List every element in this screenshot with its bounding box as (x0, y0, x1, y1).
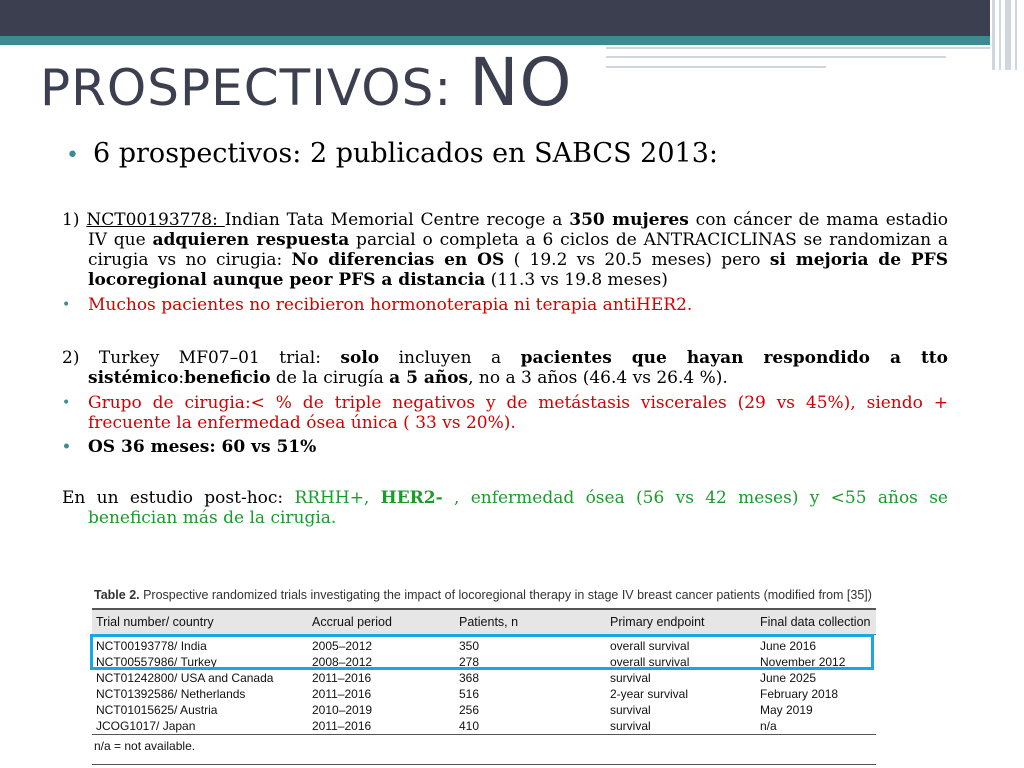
table-cell: JCOG1017/ Japan (96, 719, 196, 733)
table-cell: 278 (459, 655, 480, 669)
table-cell: 2008–2012 (312, 655, 373, 669)
table-caption-text: Prospective randomized trials investigating the impact of locoregional therapy in stage IV breast cancer patients (modified from [35]) (139, 588, 872, 602)
bullet-icon: • (62, 297, 71, 313)
table-row (92, 670, 876, 686)
table-cell: 368 (459, 671, 480, 685)
main-bullet-text: 6 prospectivos: 2 publicados en SABCS 2013: (92, 138, 718, 169)
study1-patients: 350 mujeres (569, 210, 689, 230)
study2-paragraph (62, 348, 948, 388)
study2-emphasis: pacientes que hayan respondido a tto sistémico (88, 348, 948, 388)
study1-text: Indian Tata Memorial Centre recoge a (224, 210, 570, 230)
table-cell: NCT01242800/ USA and Canada (96, 671, 274, 685)
table-cell: 2011–2016 (312, 687, 372, 701)
table-header-cell: Patients, n (459, 615, 519, 629)
table-header-cell: Accrual period (312, 615, 392, 629)
posthoc-block (62, 488, 948, 528)
study1-trial-id: NCT00193778: (86, 210, 225, 230)
table-cell: June 2025 (760, 671, 817, 685)
study2-text: 2) Turkey MF07–01 trial: (62, 348, 341, 368)
study1-bullet (62, 295, 948, 315)
study1-text: parcial o completa a 6 ciclos de ANTRACICLINAS se randomizan a cirugia vs no cirugia: (88, 230, 948, 270)
study2-text: de la cirugía (270, 368, 390, 388)
table-footnote: n/a = not available. (94, 739, 196, 753)
posthoc-paragraph (62, 488, 948, 528)
study1-pfs-result: si mejoria de PFS locoregional aunque peor PFS a distancia (88, 250, 948, 290)
table-cell: n/a (760, 719, 777, 733)
table-cell: NCT01392586/ Netherlands (96, 687, 246, 701)
table-cell: NCT00193778/ India (96, 639, 207, 653)
table-cell: 2010–2019 (312, 703, 373, 717)
study1-bullet-text: Muchos pacientes no recibieron hormonoterapia ni terapia antiHER2. (88, 295, 693, 315)
table-row (92, 686, 876, 702)
table-rule (92, 734, 876, 735)
table-header-row (92, 614, 876, 630)
study2-text: , no a 3 años (46.4 vs 26.4 %). (468, 368, 728, 388)
study2-bullet (62, 393, 948, 433)
table-cell: 2011–2016 (312, 719, 372, 733)
study1-text: (11.3 vs 19.8 meses) (485, 270, 668, 290)
table-caption (94, 588, 872, 602)
table-header-cell: Final data collection (760, 615, 871, 629)
study2-text: incluyen a (379, 348, 521, 368)
table-header-cell: Primary endpoint (610, 615, 705, 629)
bullet-icon: • (62, 439, 71, 455)
study1-paragraph (62, 210, 948, 290)
study1-block (62, 210, 948, 315)
table-cell: June 2016 (760, 639, 817, 653)
table-row (92, 718, 876, 734)
header-deco-line (606, 47, 990, 49)
study1-number: 1) (62, 210, 87, 230)
title-text: PROSPECTIVOS: (40, 59, 470, 117)
table-cell: November 2012 (760, 655, 846, 669)
study2-os-text: OS 36 meses: 60 vs 51% (88, 437, 317, 457)
table-row (92, 702, 876, 718)
table-cell: survival (610, 671, 651, 685)
study2-block (62, 348, 948, 457)
table-cell: 256 (459, 703, 480, 717)
main-bullet (66, 138, 718, 169)
bullet-icon: • (62, 395, 71, 411)
table-cell: overall survival (610, 655, 690, 669)
table-cell: survival (610, 703, 651, 717)
table-cell: survival (610, 719, 651, 733)
table-header-cell: Trial number/ country (96, 615, 214, 629)
table-cell: 350 (459, 639, 480, 653)
study2-emphasis: beneficio (184, 368, 271, 388)
study2-emphasis: a 5 años (389, 368, 469, 388)
study2-bullet-text: Grupo de cirugia:< % de triple negativos y de metástasis viscerales (29 vs 45%), siendo + frecuente la enfermedad ósea única ( 33 vs 20%). (88, 393, 948, 433)
table-rule (92, 764, 876, 765)
study1-text: ( 19.2 vs 20.5 meses) pero (504, 250, 770, 270)
study1-text: con cáncer de mama estadio IV que (88, 210, 949, 250)
study1-os-result: No diferencias en OS (291, 250, 505, 270)
posthoc-highlight: HER2- (380, 488, 443, 508)
table-cell: NCT01015625/ Austria (96, 703, 218, 717)
header-deco-line (606, 56, 946, 58)
title-emphasis: NO (469, 44, 573, 121)
table-cell: May 2019 (760, 703, 813, 717)
table-cell: NCT00557986/ Turkey (96, 655, 217, 669)
highlight-box (90, 634, 874, 670)
posthoc-highlight: , enfermedad ósea (56 vs 42 meses) y <55 años se benefician más de la cirugia. (88, 488, 948, 528)
slide-title (40, 46, 572, 125)
study2-bullet (62, 437, 948, 457)
study2-emphasis: solo (340, 348, 380, 368)
trials-table (92, 586, 876, 768)
study2-text: : (178, 368, 185, 388)
table-cell: 516 (459, 687, 480, 701)
table-cell: 410 (459, 719, 480, 733)
posthoc-text: En un estudio post-hoc: (62, 488, 295, 508)
header-deco-line (606, 66, 826, 68)
header-deco-bars (990, 0, 1024, 70)
header-bar (0, 0, 990, 36)
study1-response: adquieren respuesta (152, 230, 350, 250)
table-cell: 2005–2012 (312, 639, 373, 653)
table-caption-label: Table 2. (94, 588, 140, 602)
bullet-icon: • (66, 143, 79, 168)
table-cell: 2-year survival (610, 687, 689, 701)
table-cell: 2011–2016 (312, 671, 372, 685)
table-cell: overall survival (610, 639, 690, 653)
table-cell: February 2018 (760, 687, 839, 701)
posthoc-highlight: RRHH+, (294, 488, 381, 508)
